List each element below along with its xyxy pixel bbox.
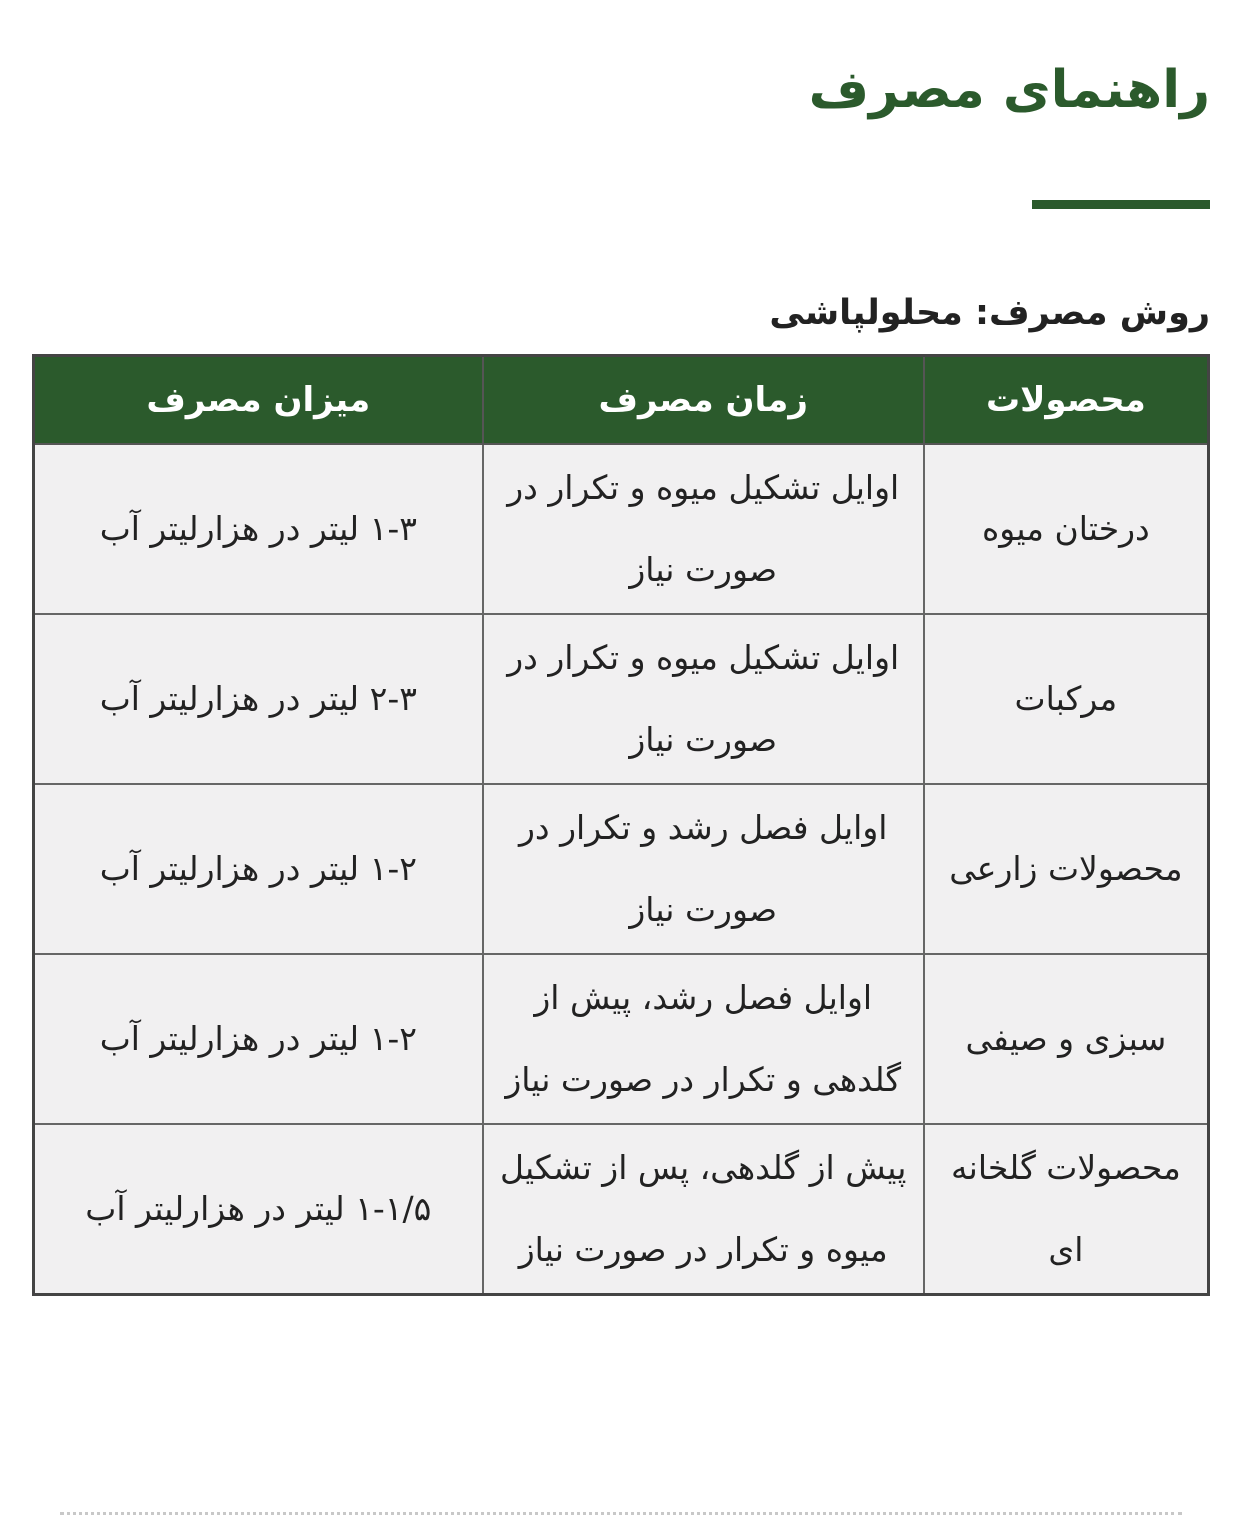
cell-product: مرکبات	[924, 614, 1209, 784]
header-usage-amount: میزان مصرف	[34, 356, 483, 445]
header-products: محصولات	[924, 356, 1209, 445]
cell-time: اوایل تشکیل میوه و تکرار در صورت نیاز	[483, 614, 924, 784]
cell-amount: ۱-۳ لیتر در هزارلیتر آب	[34, 444, 483, 614]
page-title: راهنمای مصرف	[808, 60, 1210, 120]
header-usage-time: زمان مصرف	[483, 356, 924, 445]
cell-product: محصولات گلخانه ای	[924, 1124, 1209, 1295]
table-row	[34, 784, 1209, 954]
cell-amount: ۱-۲ لیتر در هزارلیتر آب	[34, 784, 483, 954]
cell-amount: ۲-۳ لیتر در هزارلیتر آب	[34, 614, 483, 784]
table-row	[34, 954, 1209, 1124]
usage-method-label: روش مصرف: محلولپاشی	[769, 293, 1210, 333]
table-row	[34, 1124, 1209, 1295]
cell-product: محصولات زارعی	[924, 784, 1209, 954]
cell-amount: ۱-۲ لیتر در هزارلیتر آب	[34, 954, 483, 1124]
table-header-row	[34, 356, 1209, 445]
cell-amount: ۱-۱/۵ لیتر در هزارلیتر آب	[34, 1124, 483, 1295]
cell-product: سبزی و صیفی	[924, 954, 1209, 1124]
cell-product: درختان میوه	[924, 444, 1209, 614]
table-row	[34, 444, 1209, 614]
cell-time: پیش از گلدهی، پس از تشکیل میوه و تکرار در صورت نیاز	[483, 1124, 924, 1295]
title-underline	[1032, 200, 1210, 209]
cell-time: اوایل فصل رشد، پیش از گلدهی و تکرار در صورت نیاز	[483, 954, 924, 1124]
table-row	[34, 614, 1209, 784]
dotted-divider	[60, 1512, 1182, 1515]
cell-time: اوایل تشکیل میوه و تکرار در صورت نیاز	[483, 444, 924, 614]
usage-table	[32, 354, 1210, 1296]
cell-time: اوایل فصل رشد و تکرار در صورت نیاز	[483, 784, 924, 954]
